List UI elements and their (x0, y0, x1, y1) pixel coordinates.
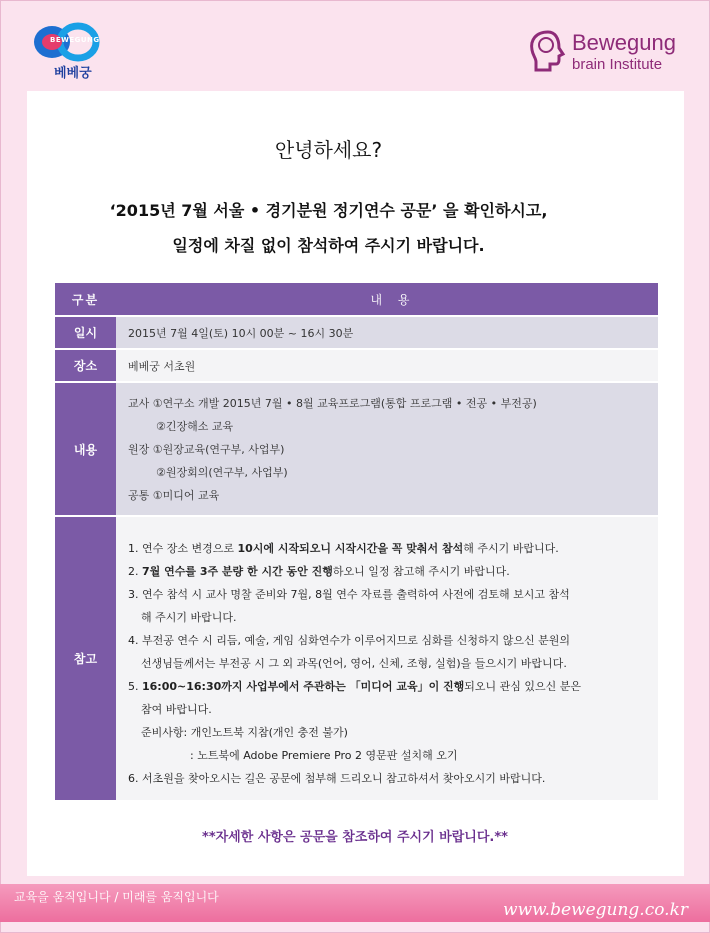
row-value: 2015년 7월 4일(토) 10시 00분 ~ 16시 30분 (116, 317, 658, 348)
header-category: 구분 (55, 283, 116, 315)
row-value: 베베궁 서초원 (116, 350, 658, 381)
table-row (55, 383, 658, 515)
table-header-row (55, 283, 658, 315)
footer-note: **자세한 사항은 공문을 참조하여 주시기 바랍니다.** (202, 830, 508, 845)
note-5 (128, 675, 648, 698)
row-label: 참고 (55, 517, 116, 800)
content-line: 교사 ①연구소 개발 2015년 7월 • 8월 교육프로그램(통합 프로그램 • 전공 • 부전공) (128, 396, 537, 410)
row-label: 장소 (55, 350, 116, 381)
logo-title: Bewegung (572, 30, 676, 55)
content-line: ②원장회의(연구부, 사업부) (156, 465, 288, 479)
row-value (116, 383, 658, 515)
footer-band (0, 884, 710, 922)
logo-subtitle: brain Institute (572, 56, 663, 73)
row-label: 일시 (55, 317, 116, 348)
bewegung-logo (24, 20, 110, 82)
footer-slogan: 교육을 움직입니다 / 미래를 움직입니다 (14, 890, 219, 904)
content-line: ②긴장해소 교육 (156, 419, 234, 433)
note-3-cont: 해 주시기 바랍니다. (141, 611, 237, 624)
content-line: 공통 ①미디어 교육 (128, 488, 220, 502)
note-emphasis: 7월 연수를 3주 분량 한 시간 동안 진행 (142, 565, 333, 578)
note-emphasis: 10시에 시작되오니 시작시간을 꼭 맞춰서 참석 (237, 542, 464, 555)
logo-korean-text: 베베궁 (54, 66, 92, 81)
note-text: 2. (128, 565, 142, 578)
note-4-cont: 선생님들께서는 부전공 시 그 외 과목(언어, 영어, 신체, 조형, 실험)을 들으시기 바랍니다. (141, 657, 567, 670)
row-label: 내용 (55, 383, 116, 515)
note-text: 5. (128, 680, 142, 693)
brain-institute-logo (528, 28, 698, 78)
note-5-cont: 참여 바랍니다. (141, 703, 212, 716)
note-2 (128, 560, 648, 583)
website-link[interactable]: www.bewegung.co.kr (503, 900, 688, 920)
note-4: 4. 부전공 연수 시 리듬, 예술, 게임 심화연수가 이루어지므로 심화를 신청하지 않으신 분원의 (128, 634, 570, 647)
note-5-prep-2: : 노트북에 Adobe Premiere Pro 2 영문판 설치해 오기 (190, 749, 458, 762)
header (0, 0, 710, 92)
intro-line-2: 일정에 차질 없이 참석하여 주시기 바랍니다. (172, 236, 485, 255)
note-text: 1. 연수 장소 변경으로 (128, 542, 238, 555)
table-row (55, 350, 658, 381)
note-emphasis: 16:00~16:30까지 사업부에서 주관하는 「미디어 교육」이 진행 (142, 680, 465, 693)
intro-line-1: ‘2015년 7월 서울 • 경기분원 정기연수 공문’ 을 확인하시고, (109, 201, 548, 220)
note-text: 되오니 관심 있으신 분은 (464, 680, 582, 693)
info-table (55, 281, 658, 802)
header-content: 내 용 (116, 283, 658, 315)
content-line: 원장 ①원장교육(연구부, 사업부) (128, 442, 285, 456)
table-row (55, 517, 658, 800)
row-value (116, 517, 658, 800)
brain-head-icon (528, 28, 566, 72)
note-text: 하오니 일정 참고해 주시기 바랍니다. (332, 565, 510, 578)
note-1 (128, 537, 648, 560)
note-5-prep: 준비사항: 개인노트북 지참(개인 충전 불가) (141, 726, 348, 739)
note-3: 3. 연수 참석 시 교사 명찰 준비와 7월, 8월 연수 자료를 출력하여 사전에 검토해 보시고 참석 (128, 588, 570, 601)
greeting: 안녕하세요? (274, 138, 383, 162)
logo-brand-text: BEWEGUNG (50, 36, 100, 44)
table-row (55, 317, 658, 348)
note-6: 6. 서초원을 찾아오시는 길은 공문에 첨부해 드리오니 참고하셔서 찾아오시기 바랍니다. (128, 772, 546, 785)
note-text: 해 주시기 바랍니다. (463, 542, 559, 555)
